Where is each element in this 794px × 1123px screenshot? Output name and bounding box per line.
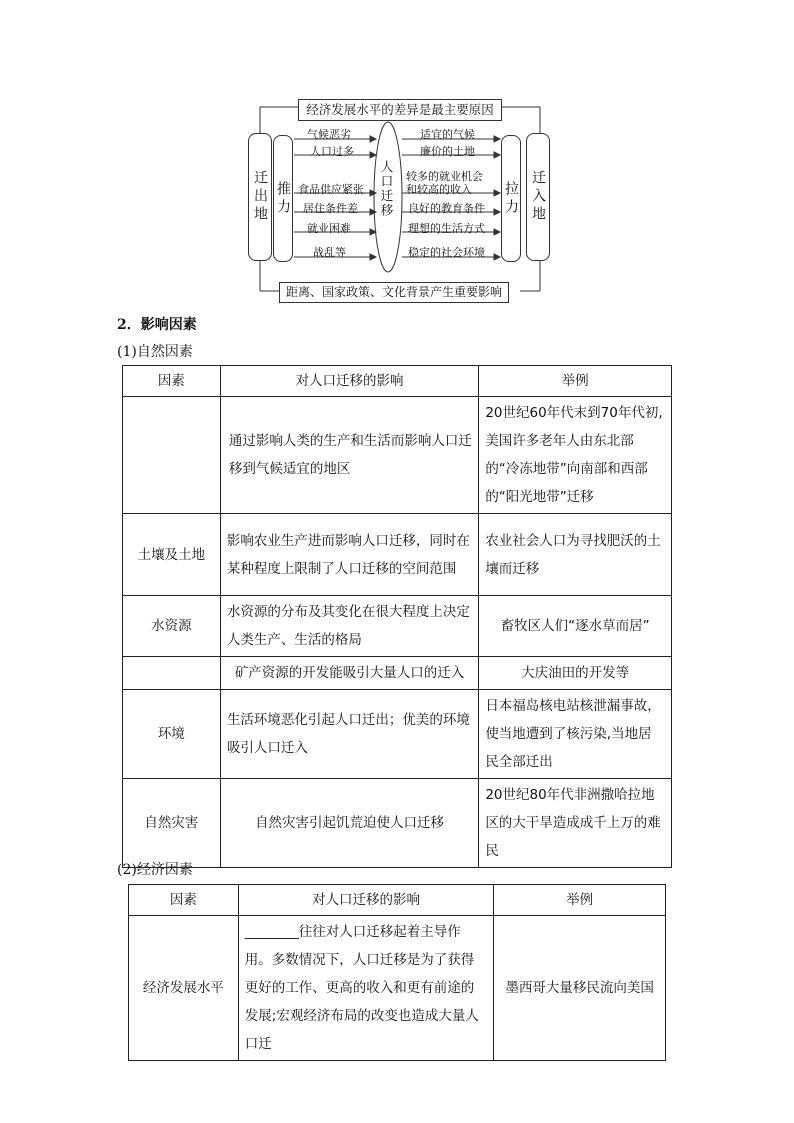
example-cell: 大庆油田的开发等 [479, 657, 672, 690]
immigration-area-label: 迁入地 [530, 170, 546, 224]
pull-factor: 较多的就业机会 [406, 170, 483, 183]
table-header: 举例 [479, 366, 672, 397]
push-factor: 气候恶劣 [307, 128, 351, 141]
natural-factors-title: (1)自然因素 [117, 344, 193, 360]
table-header-row [123, 366, 672, 397]
example-cell: 畜牧区人们“逐水草而居” [479, 596, 672, 657]
immigration-area-box [526, 133, 550, 261]
section-title: 2．影响因素 [117, 317, 197, 333]
pull-factor: 稳定的社会环境 [408, 246, 485, 259]
effect-cell [238, 916, 494, 1061]
natural-factors-table [122, 365, 672, 868]
push-factor: 食品供应紧张 [298, 183, 364, 196]
example-cell: 农业社会人口为寻找肥沃的土壤而迁移 [479, 514, 672, 596]
factor-cell: 经济发展水平 [129, 916, 239, 1061]
table-row [123, 657, 672, 690]
economic-factors-table [128, 884, 666, 1061]
factor-cell [123, 657, 221, 690]
example-cell: 20世纪60年代末到70年代初,美国许多老年人由东北部的“冷冻地带”向南部和西部的“阳光地带”迁移 [479, 397, 672, 514]
top-banner: 经济发展水平的差异是最主要原因 [298, 99, 502, 121]
effect-cell: 通过影响人类的生产和生活而影响人口迁移到气候适宜的地区 [220, 397, 478, 514]
effect-cell: 矿产资源的开发能吸引大量人口的迁入 [220, 657, 478, 690]
table-row [123, 596, 672, 657]
pull-factor: 廉价的土地 [420, 145, 475, 158]
factor-cell: 环境 [123, 690, 221, 779]
table-header-row [129, 885, 666, 916]
factor-cell: 土壤及土地 [123, 514, 221, 596]
effect-cell: 水资源的分布及其变化在很大程度上决定人类生产、生活的格局 [220, 596, 478, 657]
table-header: 因素 [123, 366, 221, 397]
table-row [129, 916, 666, 1061]
push-force-box [273, 135, 293, 262]
answer-blank[interactable]: ________ [244, 924, 299, 940]
pull-force-box [501, 135, 521, 262]
table-row [123, 514, 672, 596]
table-row [123, 397, 672, 514]
push-factor: 战乱等 [313, 246, 346, 259]
table-header: 因素 [129, 885, 239, 916]
pull-factor: 和较高的收入 [406, 183, 472, 196]
emigration-area-box [248, 133, 272, 261]
example-cell: 墨西哥大量移民流向美国 [494, 916, 666, 1061]
pull-force-label: 拉力 [503, 180, 519, 217]
effect-cell: 生活环境恶化引起人口迁出；优美的环境吸引人口迁入 [220, 690, 478, 779]
table-header: 对人口迁移的影响 [238, 885, 494, 916]
effect-cell: 自然灾害引起饥荒迫使人口迁移 [220, 779, 478, 868]
pull-factor: 理想的生活方式 [408, 222, 485, 235]
table-row [123, 690, 672, 779]
emigration-area-label: 迁出地 [252, 170, 268, 224]
economic-factors-title: (2)经济因素 [117, 862, 193, 878]
table-header: 举例 [494, 885, 666, 916]
bottom-banner: 距离、国家政策、文化背景产生重要影响 [279, 282, 509, 303]
effect-text: 往往对人口迁移起着主导作用。多数情况下，人口迁移是为了获得更好的工作、更高的收入和更有前途的发展;宏观经济布局的改变也造成大量人口迁 [244, 924, 479, 1052]
push-factor: 居住条件差 [303, 202, 358, 215]
table-row [123, 779, 672, 868]
effect-cell: 影响农业生产进而影响人口迁移，同时在某种程度上限制了人口迁移的空间范围 [220, 514, 478, 596]
example-cell: 20世纪80年代非洲撒哈拉地区的大干旱造成成千上万的难民 [479, 779, 672, 868]
push-factor: 就业困难 [307, 222, 351, 235]
pull-factor: 良好的教育条件 [408, 202, 485, 215]
factor-cell [123, 397, 221, 514]
push-factor: 人口过多 [310, 145, 354, 158]
migration-center-label: 人口迁移 [379, 160, 394, 218]
factor-cell: 水资源 [123, 596, 221, 657]
example-cell: 日本福岛核电站核泄漏事故，使当地遭到了核污染,当地居民全部迁出 [479, 690, 672, 779]
factor-cell: 自然灾害 [123, 779, 221, 868]
pull-factor: 适宜的气候 [420, 128, 475, 141]
table-header: 对人口迁移的影响 [220, 366, 478, 397]
push-force-label: 推力 [275, 180, 291, 217]
